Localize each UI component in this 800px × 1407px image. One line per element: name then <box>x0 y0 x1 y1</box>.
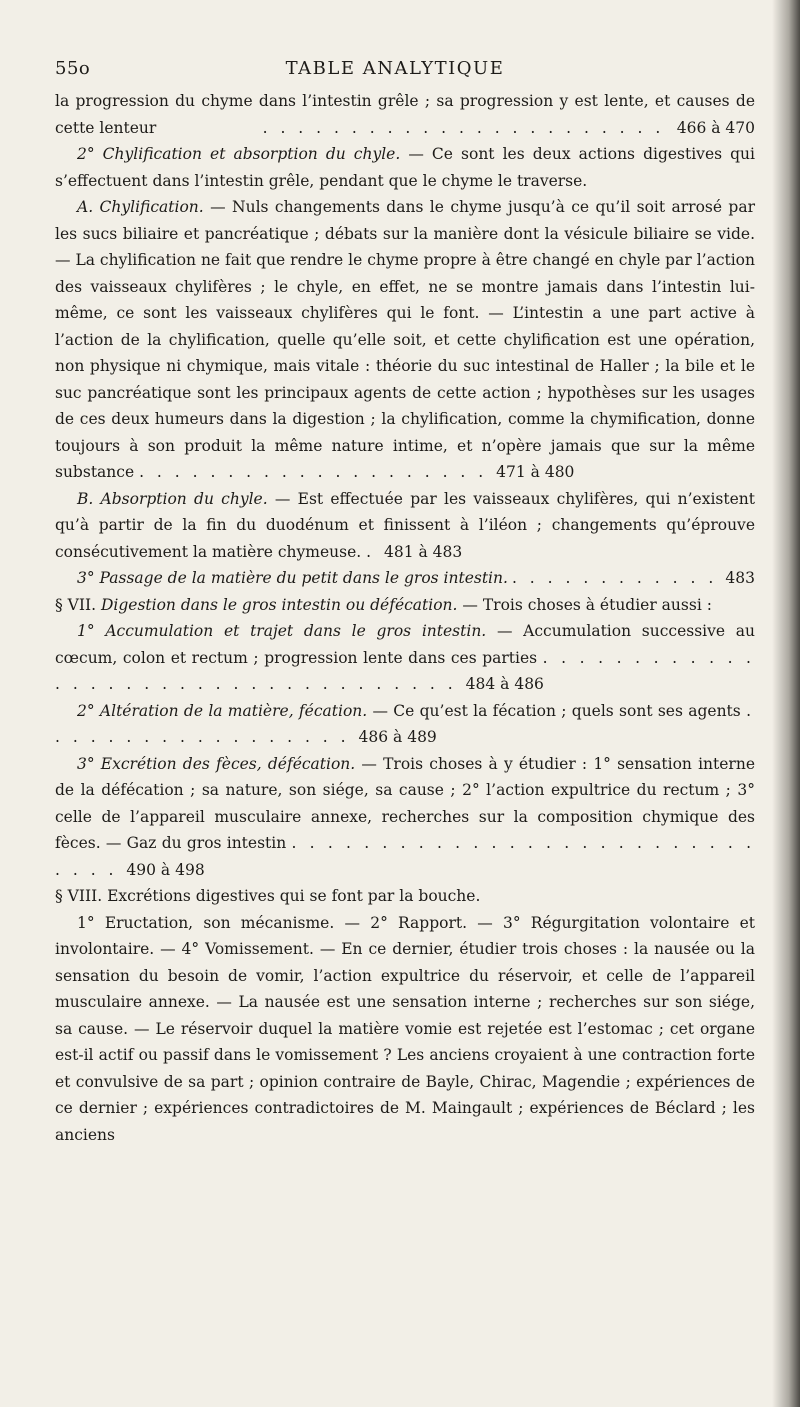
entry-defecation: 3° Excrétion des fèces, défécation. — Trois choses à y étudier : 1° sensation interne de la défécation ; sa nature, son siége, sa cause ; 2° l’action expultrice du rectum ; 3° celle de l’appareil musculaire annexe, recherches sur la composition chymique des fèces. — Gaz du gros intestin . . . . . . . . . . . . . . . . . . . . . . . . . . . . . . 490 à 498 <box>55 754 756 879</box>
scan-edge-shadow <box>772 0 800 1407</box>
entry-text: — Ce sont les deux actions digestives qui s’effectuent dans l’intestin grêle, pendant que le chyme le traverse. <box>55 145 755 190</box>
page <box>55 58 755 1148</box>
leader-dots <box>263 115 673 142</box>
entry-accumulation: 1° Accumulation et trajet dans le gros intestin. — Accumulation successive au cœcum, colon et rectum ; progression lente dans ces parties . . . . . . . . . . . . . . . . . . . . . . . . . . . . . . . . . . . 484 à 486 <box>55 622 755 693</box>
page-ref: 481 à 483 <box>383 542 463 561</box>
entry-absorption: B. Absorption du chyle. — Est effectuée par les vaisseaux chylifères, qui n’existent qu’à partir de la fin du duodénum et finissent à l’iléon ; changements qu’éprouve consécutivement la matière chymeuse. . 481 à 483 <box>55 489 755 561</box>
page-ref: 466 à 470 <box>676 118 755 137</box>
entry-chylification-absorption <box>55 141 755 194</box>
page-ref: 483 <box>725 569 755 587</box>
leader-dots <box>512 565 721 592</box>
entry-heading: 3° Passage de la matière du petit dans le gros intestin. <box>77 569 508 587</box>
page-title: TABLE ANALYTIQUE <box>285 58 505 79</box>
entry-heading: A. Chylification. <box>77 198 204 216</box>
section-number: § VII. <box>55 595 101 614</box>
entry-heading: 1° Accumulation et trajet dans le gros intestin. <box>77 622 487 640</box>
page-ref: 484 à 486 <box>465 675 544 693</box>
section-text: — Trois choses à étudier aussi : <box>457 595 712 614</box>
entry-text: la progression du chyme dans l’intestin grêle ; sa progression y est lente, et causes de cette lenteur <box>55 92 755 137</box>
section-viii <box>55 883 755 910</box>
page-number: 55o <box>55 58 91 79</box>
entry-chylification: A. Chylification. — Nuls changements dans le chyme jusqu’à ce qu’il soit arrosé par les sucs biliaire et pancréatique ; débats sur la manière dont la vésicule biliaire se vide. — La chylification ne fait que rendre le chyme propre à être changé en chyle par l’action des vaisseaux chylifères ; le chyle, en effet, ne se montre jamais dans l’intestin lui-même, ce sont les vaisseaux chylifères qui le font. — L’intestin a une part active à l’action de la chylification, quelle qu’elle soit, et cette chylification est une opération, non physique ni chymique, mais vitale : théorie du suc intestinal de Haller ; la bile et le suc pancréatique sont les principaux agents de cette action ; hypothèses sur les usages de ces deux humeurs dans la digestion ; la chylification, comme la chymification, donne toujours à son produit la même nature intime, et n’opère jamais que sur la même substance . . . . . . . . . . . . . . . . . . . . 471 à 480 <box>55 198 756 481</box>
entry-heading: 2° Chylification et absorption du chyle. <box>77 145 401 163</box>
entry-heading: 3° Excrétion des fèces, défécation. <box>77 754 356 773</box>
entry-text: — Ce qu’est la fécation ; quels sont ses agents <box>367 701 741 720</box>
entry-text: — Trois choses à y étudier : 1° sensation interne de la défécation ; sa nature, son siége, sa cause ; 2° l’action expultrice du rectum ; 3° celle de l’appareil musculaire annexe, recherches sur la composition chymique des fèces. — Gaz du gros intestin <box>55 754 756 852</box>
entry-excretions <box>55 910 755 1149</box>
entry-passage <box>55 565 755 592</box>
entry-text: — Nuls changements dans le chyme jusqu’à ce qu’il soit arrosé par les sucs biliaire et pancréatique ; débats sur la manière dont la vésicule biliaire se vide. — La chylification ne fait que rendre le chyme propre à être changé en chyle par l’action des vaisseaux chylifères ; le chyle, en effet, ne se montre jamais dans l’intestin lui-même, ce sont les vaisseaux chylifères qui le font. — L’intestin a une part active à l’action de la chylification, quelle qu’elle soit, et cette chylification est une opération, non physique ni chymique, mais vitale : théorie du suc intestinal de Haller ; la bile et le suc pancréatique sont les principaux agents de cette action ; hypothèses sur les usages de ces deux humeurs dans la digestion ; la chylification, comme la chymification, donne toujours à son produit la même nature intime, et n’opère jamais que sur la même substance <box>55 198 756 481</box>
page-ref: 486 à 489 <box>358 728 437 746</box>
section-heading: § VIII. Excrétions digestives qui se font par la bouche. <box>55 887 481 905</box>
entry-text: 1° Eructation, son mécanisme. — 2° Rapport. — 3° Régurgitation volontaire et involontaire. — 4° Vomissement. — En ce dernier, étudier trois choses : la nausée ou la sensation du besoin de vomir, l’action expultrice du réservoir, et celle de l’appareil musculaire annexe. — La nausée est une sensation interne ; recherches sur son siége, sa cause. — Le réservoir duquel la matière vomie est rejetée est l’estomac ; cet organe est-il actif ou passif dans le vomissement ? Les anciens croyaient à une contraction forte et convulsive de sa part ; opinion contraire de Bayle, Chirac, Magendie ; expériences de ce dernier ; expériences contradictoires de M. Maingault ; expériences de Béclard ; les anciens <box>55 913 755 1144</box>
entry-fecation: 2° Altération de la matière, fécation. — Ce qu’est la fécation ; quels sont ses agents . . . . . . . . . . . . . . . . . . 486 à 489 <box>55 701 755 746</box>
page-ref: 490 à 498 <box>126 860 205 879</box>
running-header <box>55 58 755 88</box>
entry-text: — Est effectuée par les vaisseaux chylifères, qui n’existent qu’à partir de la fin du duodénum et finissent à l’iléon ; changements qu’éprouve consécutivement la matière chymeuse. <box>55 489 755 561</box>
entry-heading: B. Absorption du chyle. <box>77 489 268 508</box>
entry-text: — Accumulation successive au cœcum, colon et rectum ; progression lente dans ces parties <box>55 622 755 667</box>
section-vii <box>55 592 755 619</box>
entry-heading: 2° Altération de la matière, fécation. <box>77 701 368 720</box>
section-heading: Digestion dans le gros intestin ou défécation. <box>100 595 458 614</box>
page-ref: 471 à 480 <box>496 463 575 481</box>
